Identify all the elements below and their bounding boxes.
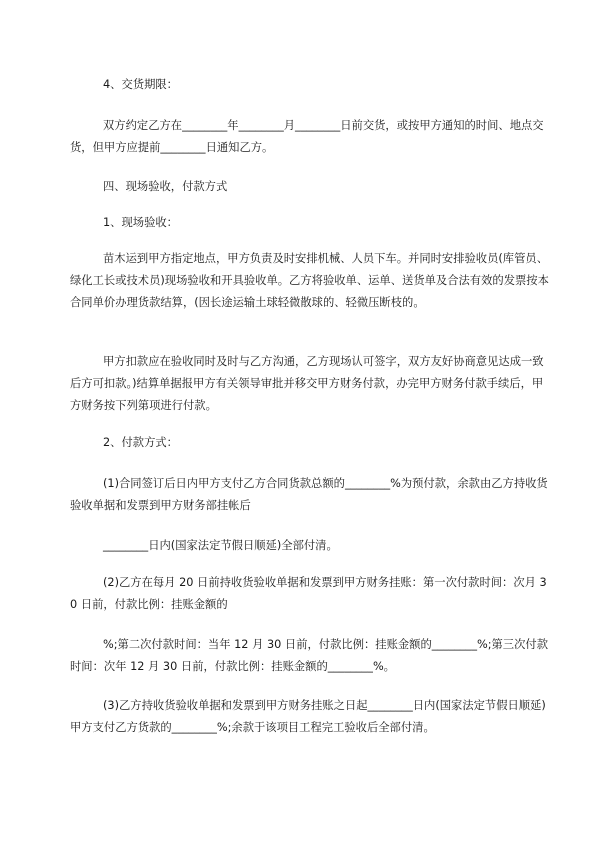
paragraph-payment-option-3: (3)乙方持收货验收单据和发票到甲方财务挂账之日起________日内(国家法定节假日顺延)甲方支付乙方货款的________%;余款于该项目工程完工验收后全部付清。 [70,699,546,734]
paragraph-delivery-heading: 4、交货期限： [103,78,178,91]
paragraph-site-acceptance-body: 苗木运到甲方指定地点，甲方负责及时安排机械、人员下车。并同时安排验收员(库管员、绿化工长或技术员)现场验收和开具验收单。乙方将验收单、运单、送货单及合法有效的发票按本合同单价办理货款结算，(因长途运输土球轻微散球的、轻微压断枝的。 [70,252,549,309]
section-heading-acceptance-payment: 四、现场验收，付款方式 [103,180,228,193]
paragraph-delivery-terms: 双方约定乙方在________年________月________日前交货，或按甲方通知的时间、地点交货，但甲方应提前________日通知乙方。 [70,119,544,154]
paragraph-payment-option-1: (1)合同签订后日内甲方支付乙方合同货款总额的________%为预付款，余款由乙方持收货验收单据和发票到甲方财务部挂帐后 [70,477,548,512]
paragraph-site-acceptance-heading: 1、现场验收： [103,216,178,229]
paragraph-deduction-body: 甲方扣款应在验收同时及时与乙方沟通，乙方现场认可签字，双方友好协商意见达成一致后方可扣款。)结算单据报甲方有关领导审批并移交甲方财务付款，办完甲方财务付款手续后，甲方财务按下列第项进行付款。 [70,355,544,412]
paragraph-payment-option-2-continued: %;第二次付款时间：当年 12 月 30 日前，付款比例：挂账金额的________%;第三次付款时间：次年 12 月 30 日前，付款比例：挂账金额的________%。 [70,638,548,673]
paragraph-payment-option-2: (2)乙方在每月 20 日前持收货验收单据和发票到甲方财务挂账：第一次付款时间：次月 30 日前，付款比例：挂账金额的 [70,576,547,611]
paragraph-payment-option-1-continued: ________日内(国家法定节假日顺延)全部付清。 [103,539,338,552]
paragraph-payment-method-heading: 2、付款方式： [103,436,178,449]
